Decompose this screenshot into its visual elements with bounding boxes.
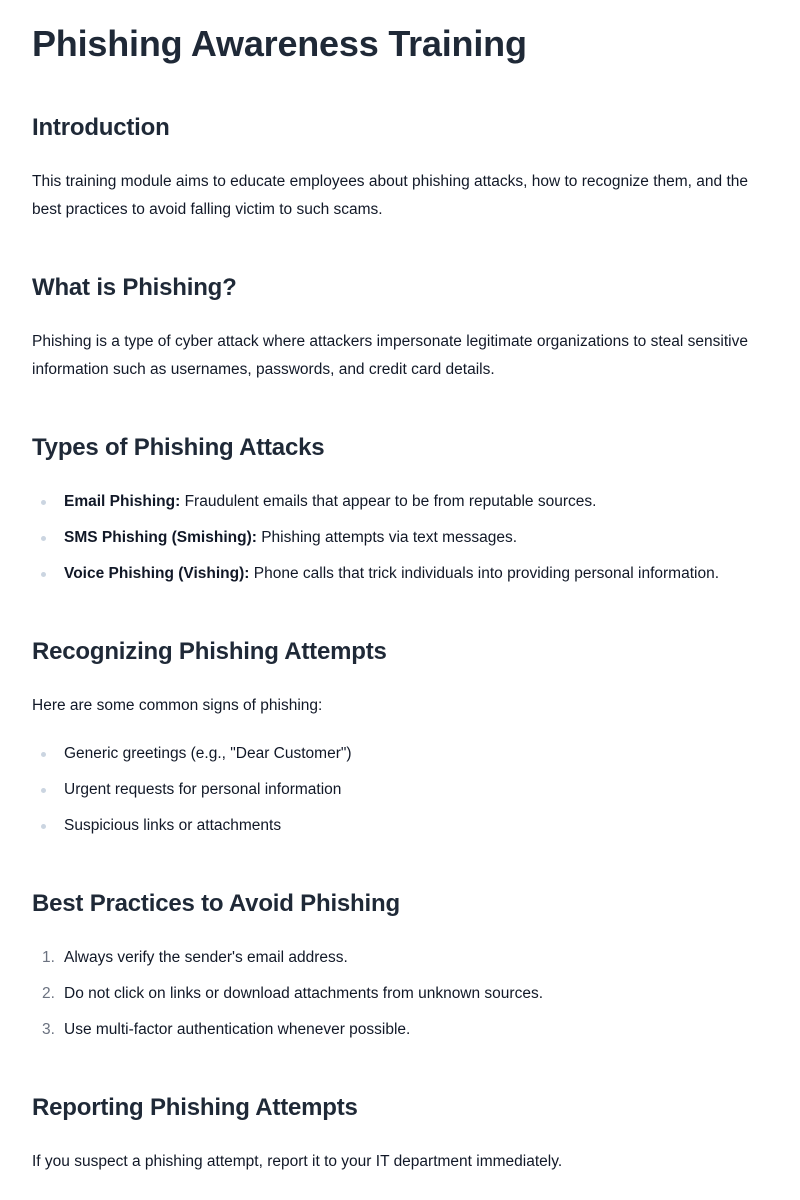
list-item (32, 980, 768, 1008)
best-practices-list (32, 944, 768, 1052)
section-heading-reporting: Reporting Phishing Attempts (32, 1094, 358, 1121)
list-item: Generic greetings (e.g., "Dear Customer") (32, 740, 768, 768)
list-item-term: SMS Phishing (Smishing): (64, 529, 257, 546)
list-item-description: Phishing attempts via text messages. (261, 529, 518, 546)
section-heading-types: Types of Phishing Attacks (32, 434, 325, 461)
list-item (32, 944, 768, 972)
reporting-text: If you suspect a phishing attempt, report it to your IT department immediately. (32, 1153, 563, 1170)
list-item: Urgent requests for personal information (32, 776, 768, 804)
list-item-term: Email Phishing: (64, 493, 181, 510)
list-item-text: Do not click on links or download attachments from unknown sources. (64, 985, 544, 1002)
list-item: Suspicious links or attachments (32, 812, 768, 840)
list-item (32, 488, 768, 516)
introduction-text: This training module aims to educate employees about phishing attacks, how to recognize them, and the best practices to avoid falling victim to such scams. (32, 173, 748, 218)
section-heading-what-is-phishing: What is Phishing? (32, 274, 237, 301)
types-list (32, 488, 768, 596)
what-is-phishing-text: Phishing is a type of cyber attack where attackers impersonate legitimate organizations to steal sensitive information such as usernames, passwords, and credit card details. (32, 333, 748, 378)
list-item-number: 3. (42, 1021, 55, 1038)
recognizing-intro-text: Here are some common signs of phishing: (32, 697, 323, 714)
list-item-text: Always verify the sender's email address. (64, 949, 348, 966)
list-item-number: 1. (42, 949, 55, 966)
list-item-term: Voice Phishing (Vishing): (64, 565, 250, 582)
list-item-text: Use multi-factor authentication whenever possible. (64, 1021, 411, 1038)
list-item (32, 560, 768, 588)
page-title: Phishing Awareness Training (32, 23, 527, 64)
list-item-description: Fraudulent emails that appear to be from reputable sources. (184, 493, 597, 510)
signs-list (32, 740, 768, 848)
list-item (32, 1016, 768, 1044)
section-heading-recognizing: Recognizing Phishing Attempts (32, 638, 387, 665)
list-item-description: Phone calls that trick individuals into providing personal information. (253, 565, 720, 582)
section-heading-introduction: Introduction (32, 114, 170, 141)
section-heading-best-practices: Best Practices to Avoid Phishing (32, 890, 400, 917)
list-item (32, 524, 768, 552)
list-item-number: 2. (42, 985, 55, 1002)
